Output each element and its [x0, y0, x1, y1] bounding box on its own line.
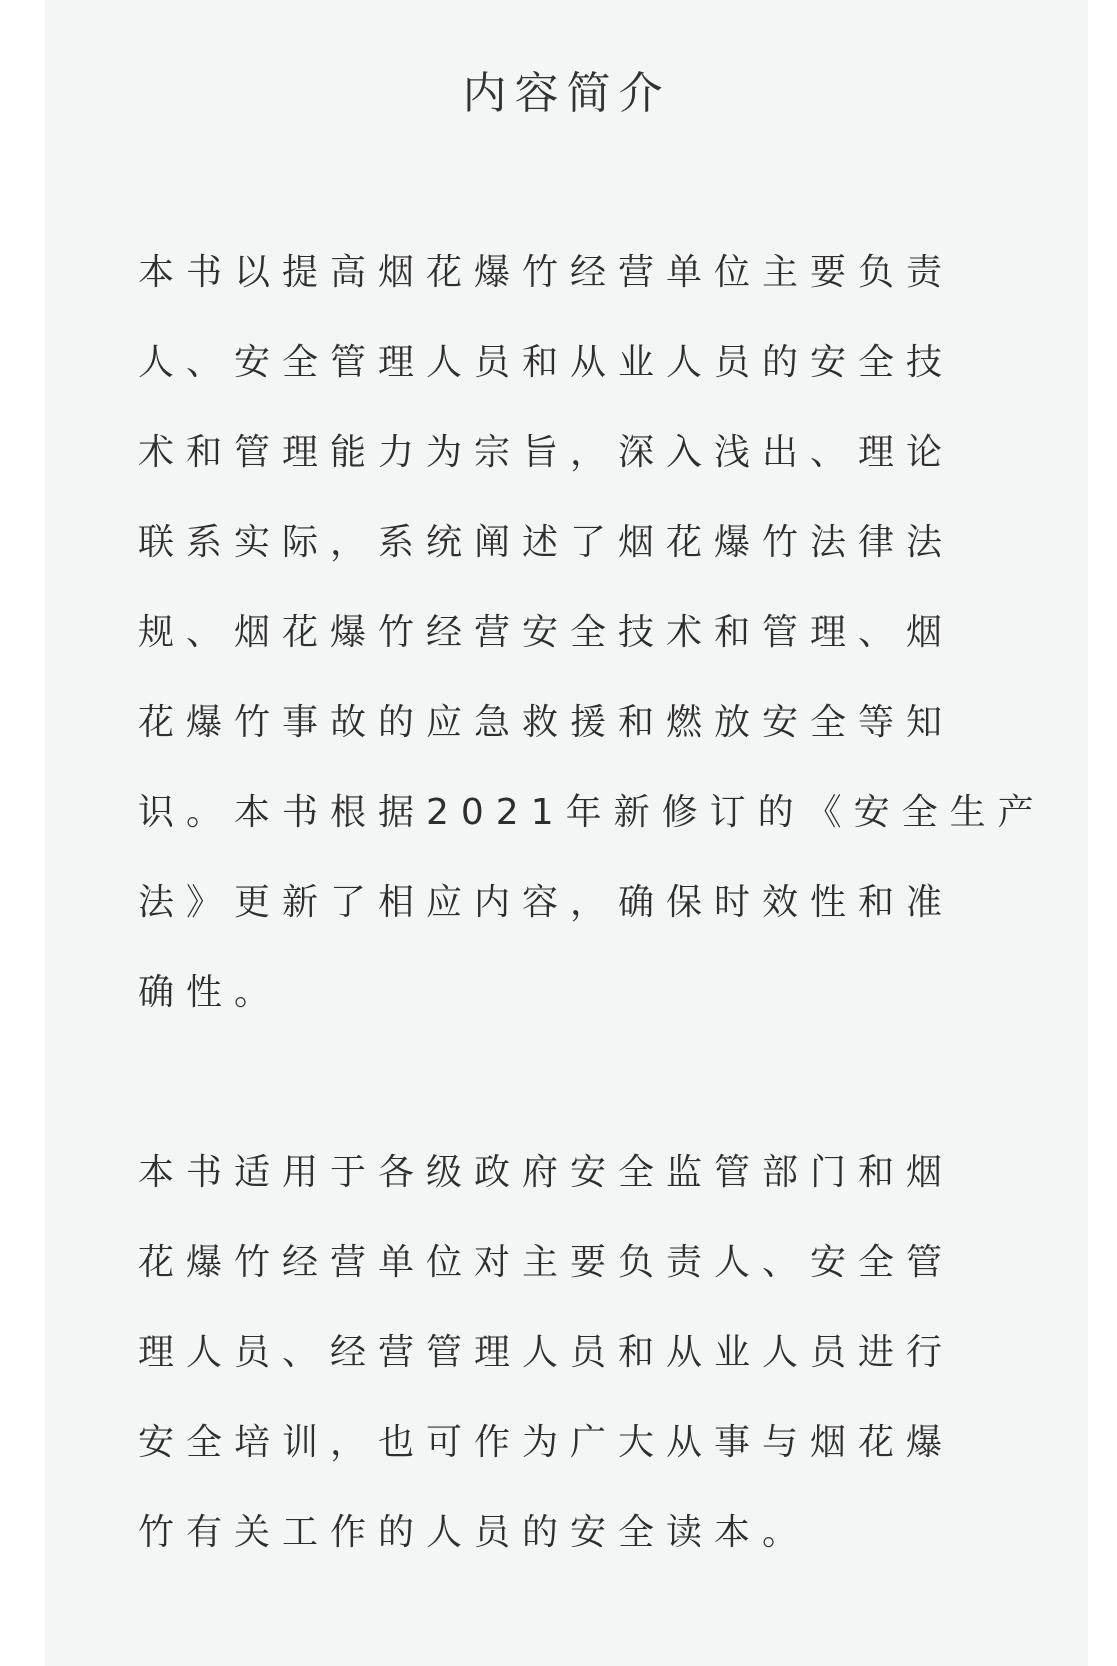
intro-paragraph-2 [138, 1128, 1038, 1578]
text-line: 安全培训，也可作为广大从事与烟花爆 [138, 1422, 955, 1463]
text-line: 识。本书根据2021年新修订的《安全生产 [138, 792, 1046, 833]
text-line: 法》更新了相应内容，确保时效性和准 [138, 882, 955, 923]
text-line: 花爆竹经营单位对主要负责人、安全管 [138, 1242, 955, 1283]
text-line: 理人员、经营管理人员和从业人员进行 [138, 1332, 955, 1373]
text-line: 确性。 [138, 972, 283, 1013]
text-line: 花爆竹事故的应急救援和燃放安全等知 [138, 702, 955, 743]
text-line: 本书以提高烟花爆竹经营单位主要负责 [138, 252, 955, 293]
text-line: 人、安全管理人员和从业人员的安全技 [138, 342, 955, 383]
text-line: 联系实际，系统阐述了烟花爆竹法律法 [138, 522, 955, 563]
text-line: 竹有关工作的人员的安全读本。 [138, 1512, 811, 1553]
page-title: 内容简介 [462, 68, 671, 119]
document-page [45, 0, 1088, 1666]
text-line: 规、烟花爆竹经营安全技术和管理、烟 [138, 612, 955, 653]
text-line: 术和管理能力为宗旨，深入浅出、理论 [138, 432, 955, 473]
text-line: 本书适用于各级政府安全监管部门和烟 [138, 1152, 955, 1193]
intro-paragraph-1 [138, 228, 1046, 1038]
